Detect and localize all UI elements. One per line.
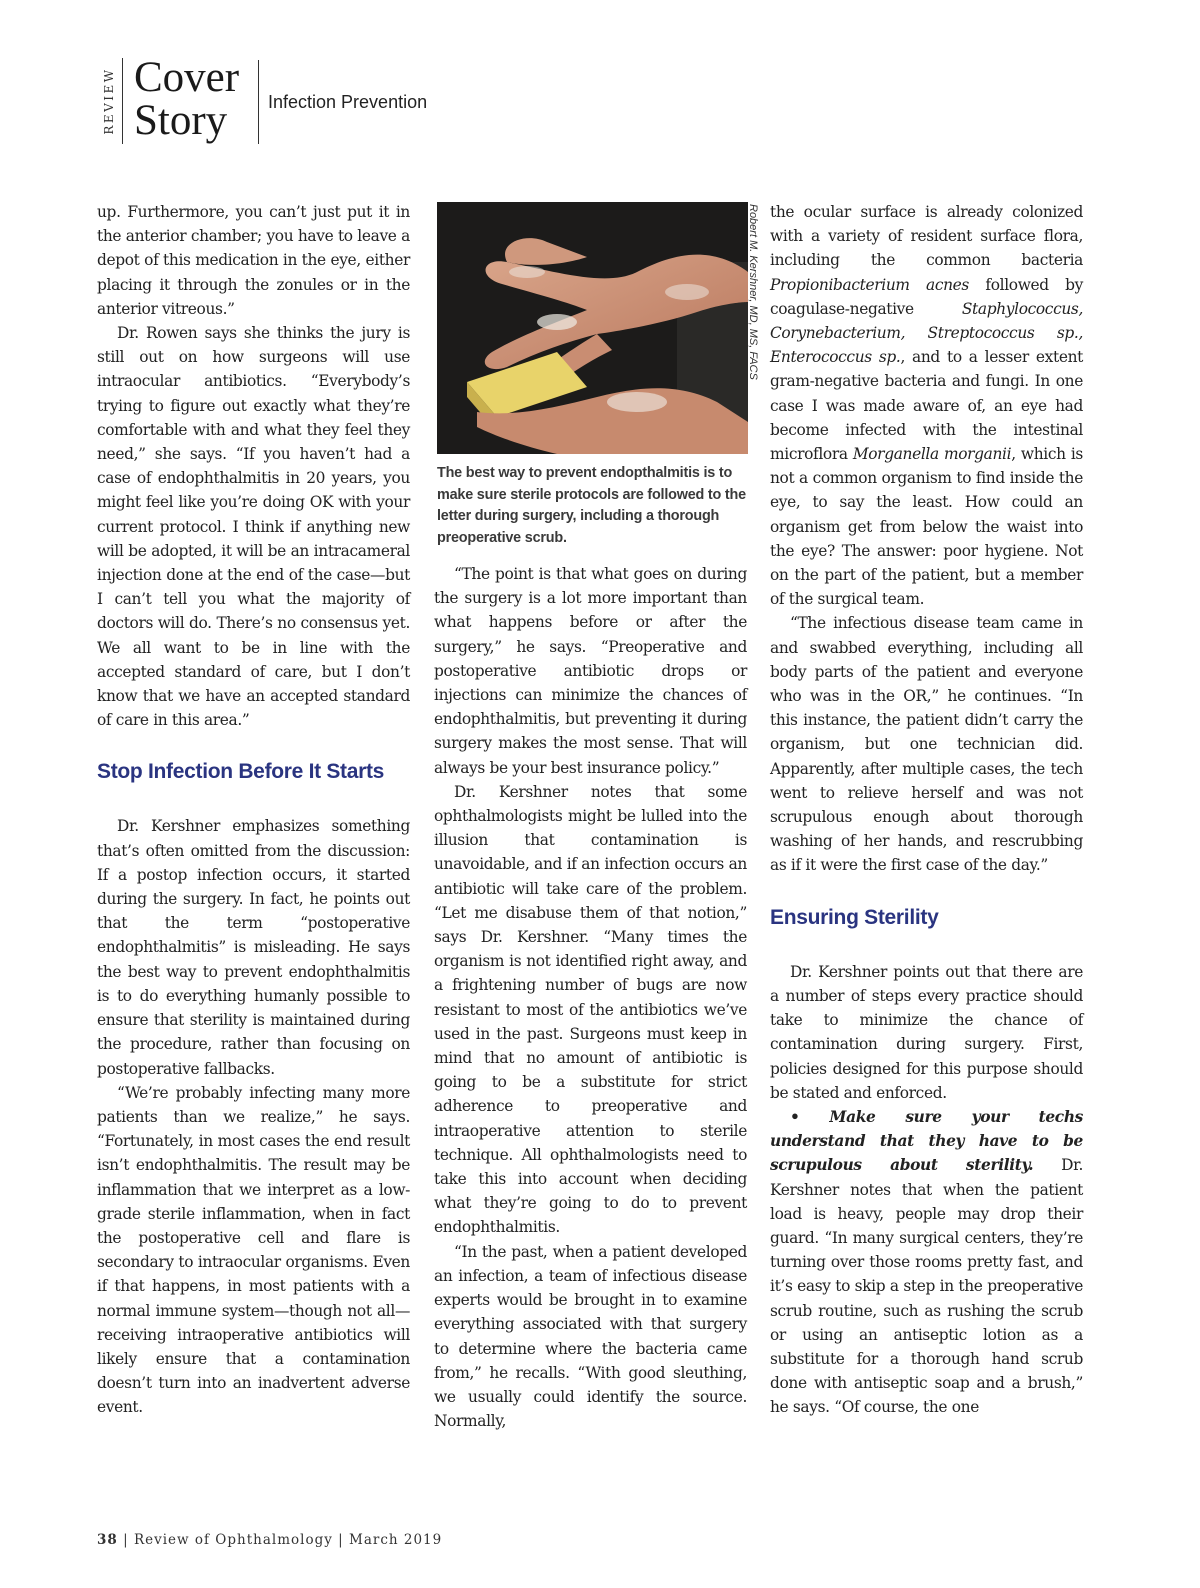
- bacteria-name: Morganella morganii: [852, 445, 1012, 464]
- paragraph: Dr. Kershner emphasizes something that’s often omitted from the discussion: If a postop infection occurs, it started during the surgery. In fact, he points out that the term “postoperative endophthalmitis” is misleading. He says the best way to prevent endophthalmitis is to do everything humanly possible to ensure that sterility is maintained during the procedure, rather than focusing on postoperative fallbacks.: [97, 817, 410, 1078]
- text-run: , which is not a common organism to find inside the eye, to say the least. How could an organism get from below the waist into the eye? The answer: poor hygiene. Not on the part of the patient, but a member of the surgical team.: [770, 445, 1083, 609]
- paragraph: “In the past, when a patient developed an infection, a team of infectious disease experts would be brought in to examine everything associated with that surgery to determine where the bacteria came from,” he recalls. “With good sleuthing, we usually could identify the source. Normally,: [434, 1242, 747, 1431]
- paragraph: “We’re probably infecting many more patients than we realize,” he says. “Fortunately, in most cases the end result isn’t endophthalmitis. The result may be inflammation that we interpret as a low-grade sterile inflammation, when in fact the postoperative cell and flare is secondary to intraocular organisms. Even if that happens, in most patients with a normal immune system—though not all—receiving intraoperative antibiotics will likely ensure that a contamination doesn’t turn into an inadvertent adverse event.: [97, 1083, 410, 1417]
- review-label: REVIEW: [102, 67, 116, 135]
- paragraph: “The infectious disease team came in and swabbed everything, including all body parts of the patient and everyone who was in the OR,” he continues. “In this instance, the patient didn’t carry the organism, but one technician did. Apparently, after multiple cases, the tech went to relieve herself and was not scrupulous enough about thorough washing of her hands, and rescrubbing as if it were the first case of the day.”: [770, 614, 1083, 875]
- cover-line: Cover: [134, 54, 240, 101]
- text-run: , and to a lesser extent gram-negative bacteria and fungi. In one case I was made aware of, an eye had become infected with the intestinal microflora: [770, 348, 1083, 464]
- bacteria-name: Propionibacterium acnes: [770, 275, 969, 294]
- paragraph: [770, 200, 1083, 611]
- cover-story-title: [134, 56, 258, 142]
- paragraph: up. Furthermore, you can’t just put it in the anterior chamber; you have to leave a depot of this medication in the eye, either placing it through the zonules or in the anterior vitreous.”: [97, 203, 410, 318]
- section-heading: Ensuring Sterility: [770, 905, 939, 929]
- text-run: followed by coagulase-negative: [770, 275, 1083, 318]
- paragraph: Dr. Kershner points out that there are a number of steps every practice should take to minimize the chance of contamination during surgery. First, policies designed for this purpose should be stated and enforced.: [770, 962, 1083, 1102]
- section-label: Infection Prevention: [268, 92, 428, 112]
- paragraph: Dr. Rowen says she thinks the jury is still out on how surgeons will use intraocular antibiotics. “Everybody’s trying to figure out exactly what they’re comfortable with and what they feel they need,” she says. “If you haven’t had a case of endophthalmitis in 20 years, you might feel like you’re doing OK with your current protocol. I think if anything new will be adopted, it will be an intracameral injection done at the end of the case—but I can’t tell you what the majority of doctors will do. There’s no consensus yet. We all want to be in line with the accepted standard of care, but I don’t know that we have an accepted standard of care in this area.”: [97, 324, 410, 730]
- column-2: [434, 200, 747, 1433]
- header-divider: [258, 60, 259, 144]
- bullet-lead: • Make sure your techs understand that they have to be scrupulous about sterility.: [770, 1107, 1083, 1175]
- column-1: [97, 200, 410, 1420]
- footer-separator: |: [123, 1532, 129, 1548]
- footer-separator: |: [338, 1532, 344, 1548]
- text-run: Dr. Kershner notes that when the patient load is heavy, people may drop their guard. “In many surgical centers, they’re turning over those rooms pretty fast, and it’s easy to skip a step in the preoperative scrub routine, such as rushing the scrub or using an antiseptic lotion as a substitute for a thorough hand scrub done with antiseptic soap and a brush,” he says. “Of course, the one: [770, 1156, 1083, 1417]
- text-run: the ocular surface is already colonized with a variety of resident surface flora, including the common bacteria: [770, 203, 1083, 270]
- bacteria-name: Staphylococcus, Corynebacterium, Streptococcus sp., Enterococcus sp.: [770, 299, 1083, 367]
- section-heading: Stop Infection Before It Starts: [97, 760, 385, 784]
- column-3: [770, 200, 1083, 1420]
- photo-credit-text: Robert M. Kershner, MD, MS, FACS: [747, 204, 759, 380]
- review-vertical-label: [96, 58, 123, 144]
- publication-name: Review of Ophthalmology: [133, 1532, 333, 1548]
- photo-caption: The best way to prevent endopthalmitis is to make sure sterile protocols are followed to the letter during surgery, including a thorough preoperative scrub.: [437, 465, 746, 546]
- page-number: 38: [97, 1532, 118, 1548]
- paragraph: “The point is that what goes on during the surgery is a lot more important than what happens before or after the surgery,” he says. “Preoperative and postoperative antibiotic drops or injections can minimize the chances of endophthalmitis, but preventing it during surgery makes the most sense. That will always be your best insurance policy.”: [434, 565, 747, 777]
- page-footer: [97, 1532, 442, 1548]
- story-line: Story: [134, 97, 228, 144]
- paragraph: [770, 1105, 1083, 1420]
- issue-date: March 2019: [349, 1532, 443, 1548]
- paragraph: Dr. Kershner notes that some ophthalmologists might be lulled into the illusion that contamination is unavoidable, and if an infection occurs an antibiotic will take care of the problem. “Let me disabuse them of that notion,” says Dr. Kershner. “Many times the organism is not identified right away, and a frightening number of bugs are now resistant to most of the antibiotics we’ve used in the past. Surgeons must keep in mind that no amount of antibiotic is going to be a substitute for strict adherence to preoperative and intraoperative attention to sterile technique. All ophthalmologists need to take this into account when deciding what they’re going to do to prevent endophthalmitis.: [434, 782, 747, 1237]
